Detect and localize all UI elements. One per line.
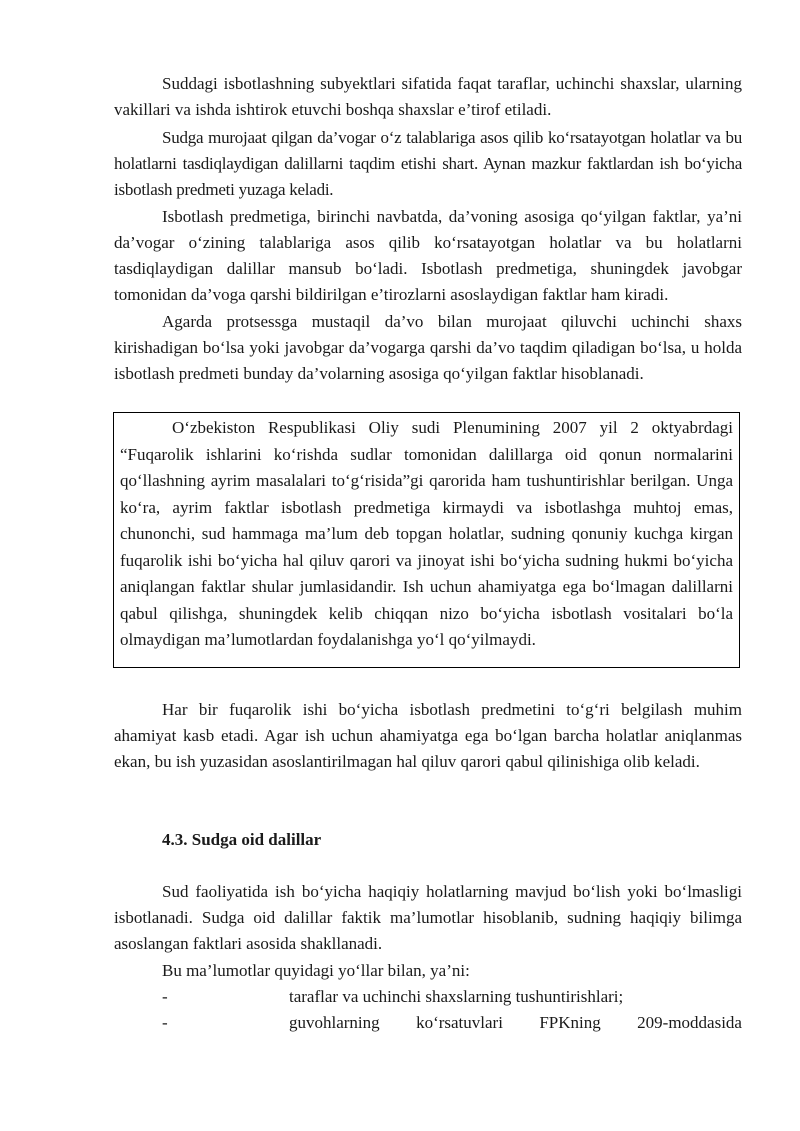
plenum-resolution-box	[113, 412, 740, 668]
plenum-resolution-text: O‘zbekiston Respublikasi Oliy sudi Plenumining 2007 yil 2 oktyabrdagi “Fuqarolik ishlarini ko‘rishda sudlar tomonidan dalillarga oid qonun normalarini qo‘llashning ayrim masalalari to‘g‘risida”gi qarorida ham tushuntirishlar berilgan. Unga ko‘ra, ayrim faktlar isbotlash predmetiga kirmaydi va isbotlashga muhtoj emas, chunonchi, sud hammaga ma’lum deb topgan holatlar, sudning qonuniy kuchga kirgan fuqarolik ishi bo‘yicha hal qiluv qarori va jinoyat ishi bo‘yicha sudning hukmi bo‘yicha aniqlangan faktlar shular jumlasidandir. Ish uchun ahamiyatga ega bo‘lmagan dalillarni qabul qilishga, shuningdek kelib chiqqan nizo bo‘yicha isbotlash vositalari bo‘la olmaydigan ma’lumotlardan foydalanishga yo‘l qo‘yilmaydi.	[120, 418, 733, 649]
list-dash: -	[162, 987, 168, 1006]
list-item	[162, 1010, 742, 1036]
paragraph-subjects-of-proof: Suddagi isbotlashning subyektlari sifatida faqat taraflar, uchinchi shaxslar, ularning vakillari va ishda ishtirok etuvchi boshqa shaxslar e’tirof etiladi.	[114, 74, 742, 119]
paragraph-list-intro: Bu ma’lumotlar quyidagi yo‘llar bilan, ya’ni:	[162, 961, 470, 980]
list-word: guvohlarning	[289, 1013, 380, 1032]
paragraph-third-party-claims: Agarda protsessga mustaqil da’vo bilan murojaat qiluvchi uchinchi shaxs kirishadigan bo‘lsa yoki javobgar da’vogarga qarshi da’vo taqdim qiladigan bo‘lsa, u holda isbotlash predmeti bunday da’volarning asosiga qo‘yilgan faktlar hisoblanadi.	[114, 312, 742, 383]
list-dash: -	[162, 1013, 168, 1032]
paragraph-importance: Har bir fuqarolik ishi bo‘yicha isbotlash predmetini to‘g‘ri belgilash muhim ahamiyat kasb etadi. Agar ish uchun ahamiyatga ega bo‘lgan barcha holatlar aniqlanmas ekan, bu ish yuzasidan asoslantirilmagan hal qiluv qarori qabul qilinishiga olib keladi.	[114, 700, 742, 771]
list-item-text	[289, 1010, 742, 1036]
section-heading: 4.3. Sudga oid dalillar	[162, 830, 322, 849]
paragraph-subject-of-proof: Isbotlash predmetiga, birinchi navbatda, da’voning asosiga qo‘yilgan faktlar, ya’ni da’vogar o‘zining talablariga asos qilib ko‘rsatayotgan holatlar va bu holatlarni tasdiqlaydigan dalillar mansub bo‘ladi. Isbotlash predmetiga, shuningdek javobgar tomonidan da’voga qarshi bildirilgan e’tirozlarni asoslaydigan faktlar ham kiradi.	[114, 207, 742, 304]
list-word: 209-moddasida	[637, 1013, 742, 1032]
list-word: ko‘rsatuvlari	[416, 1013, 503, 1032]
paragraph-plaintiff-duty: Sudga murojaat qilgan da’vogar o‘z talablariga asos qilib ko‘rsatayotgan holatlar va bu holatlarni tasdiqlaydigan dalillarni taqdim etishi shart. Aynan mazkur faktlardan ish bo‘yicha isbotlash predmeti yuzaga keladi.	[114, 128, 742, 199]
list-item-text: taraflar va uchinchi shaxslarning tushuntirishlari;	[289, 987, 624, 1006]
list-word: FPKning	[539, 1013, 601, 1032]
paragraph-judicial-evidence: Sud faoliyatida ish bo‘yicha haqiqiy holatlarning mavjud bo‘lish yoki bo‘lmasligi isbotlanadi. Sudga oid dalillar faktik ma’lumotlar hisoblanib, sudning haqiqiy bilimga asoslangan faktlari asosida shakllanadi.	[114, 882, 742, 953]
list-item	[162, 984, 742, 1010]
